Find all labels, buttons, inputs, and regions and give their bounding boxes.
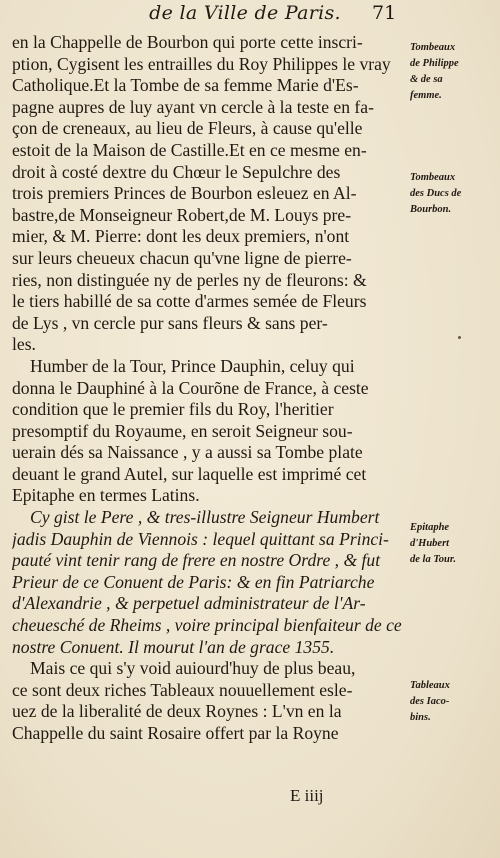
- text-line: ption, Cygisent les entrailles du Roy Philippes le vray: [12, 53, 391, 74]
- text-line: uez de la liberalité de deux Roynes : L'vn en la: [12, 701, 342, 722]
- text-line: ries, non distinguée ny de perles ny de fleurons: &: [12, 269, 367, 290]
- text-line: ce sont deux riches Tableaux nouuellement esle-: [12, 679, 353, 700]
- epitaph-line: pauté vint tenir rang de frere en nostre Ordre , & fut: [12, 550, 381, 571]
- epitaph-line: d'Alexandrie , & perpetuel administrateur de l'Ar-: [12, 593, 366, 614]
- text-line: de Lys , vn cercle pur sans fleurs & sans per-: [12, 312, 328, 333]
- margin-note-bourbon: Tombeaux des Ducs de Bourbon.: [410, 172, 462, 215]
- signature-mark: E iiij: [290, 786, 324, 805]
- text-line: estoit de la Maison de Castille.Et en ce mesme en-: [12, 139, 367, 160]
- epitaph-line: Prieur de ce Conuent de Paris: & en fin Patriarche: [12, 571, 375, 592]
- page-number: 71: [372, 2, 397, 24]
- text-line: mier, & M. Pierre: dont les deux premiers, n'ont: [12, 226, 350, 247]
- margin-note-epitaphe: Epitaphe d'Hubert de la Tour.: [410, 522, 456, 565]
- text-line: Humber de la Tour, Prince Dauphin, celuy qui: [30, 355, 355, 376]
- running-title: de la Ville de Paris.: [149, 2, 341, 24]
- text-line: les.: [12, 334, 36, 355]
- text-line: uerain dés sa Naissance , y a aussi sa Tombe plate: [12, 442, 363, 463]
- text-line: çon de creneaux, au lieu de Fleurs, à cause qu'elle: [12, 118, 363, 139]
- ink-speck: [458, 336, 461, 339]
- epitaph-line: Cy gist le Pere , & tres-illustre Seigneur Humbert: [30, 507, 380, 528]
- text-line: Epitaphe en termes Latins.: [12, 485, 200, 506]
- text-line: pagne aupres de luy ayant vn cercle à la teste en fa-: [12, 96, 374, 117]
- text-line: Mais ce qui s'y void auiourd'huy de plus beau,: [30, 658, 356, 679]
- text-line: sur leurs cheueux chacun qu'vne ligne de pierre-: [12, 247, 352, 268]
- text-line: en la Chappelle de Bourbon qui porte cette inscri-: [12, 32, 363, 52]
- margin-note-tableaux: Tableaux des Iaco- bins.: [410, 680, 450, 723]
- text-line: Catholique.Et la Tombe de sa femme Marie d'Es-: [12, 75, 359, 96]
- text-line: condition que le premier fils du Roy, l'heritier: [12, 399, 334, 420]
- text-line: bastre,de Monseigneur Robert,de M. Louys pre-: [12, 204, 352, 225]
- text-line: le tiers habillé de sa cotte d'armes semée de Fleurs: [12, 291, 367, 312]
- epitaph-line: cheuesché de Rheims , voire principal bienfaiteur de ce: [12, 615, 402, 636]
- epitaph-line: jadis Dauphin de Viennois : lequel quittant sa Princi-: [12, 528, 389, 549]
- body-text: [12, 32, 408, 745]
- text-line: donna le Dauphiné à la Courõne de France, à ceste: [12, 377, 369, 398]
- text-line: deuant le grand Autel, sur laquelle est imprimé cet: [12, 463, 367, 484]
- text-line: presomptif du Royaume, en seroit Seigneur sou-: [12, 420, 353, 441]
- text-line: Chappelle du saint Rosaire offert par la Royne: [12, 723, 339, 743]
- epitaph-line: nostre Conuent. Il mourut l'an de grace 1355.: [12, 636, 335, 657]
- margin-note-philippe: Tombeaux de Philippe & de sa femme.: [410, 42, 459, 101]
- text-line: droit à costé dextre du Chœur le Sepulchre des: [12, 161, 341, 182]
- text-line: trois premiers Princes de Bourbon esleuez en Al-: [12, 183, 357, 204]
